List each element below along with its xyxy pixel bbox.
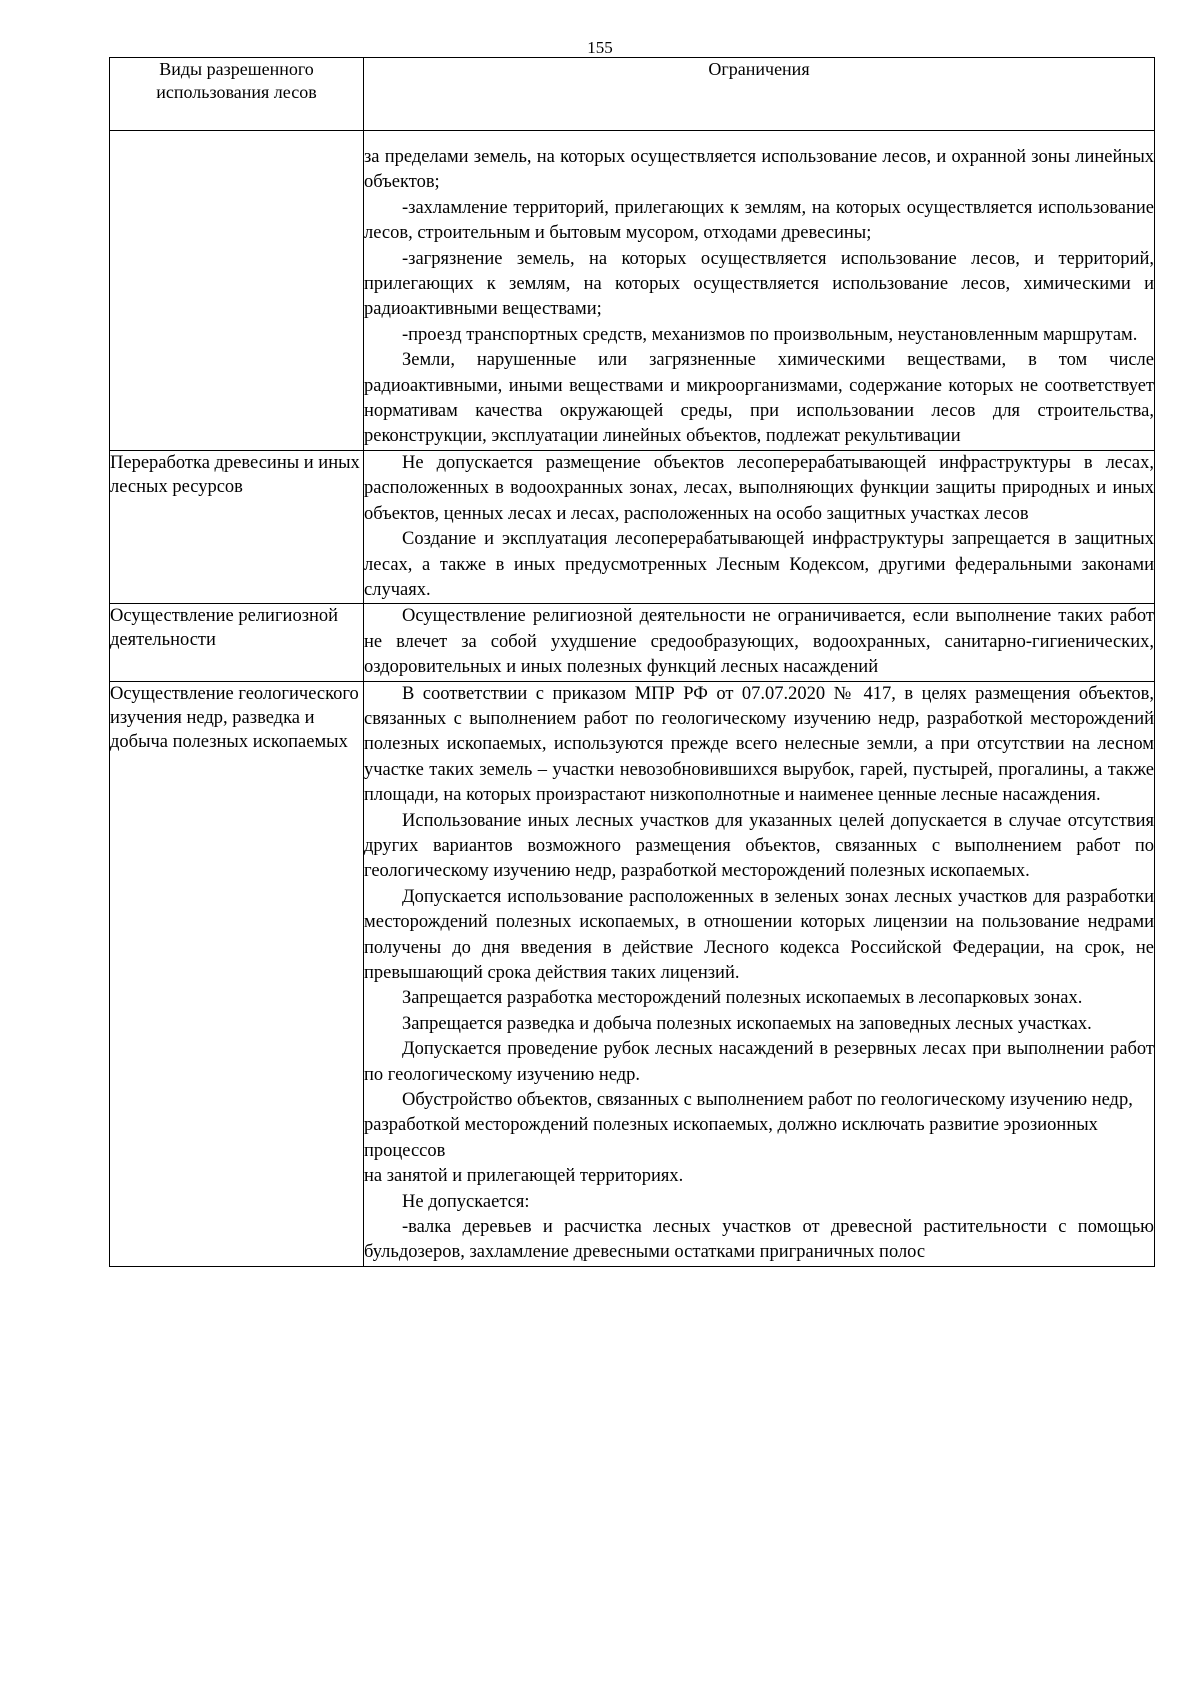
restriction-paragraph: Земли, нарушенные или загрязненные химическими веществами, в том числе радиоактивными, иными веществами и микроорганизмами, содержание которых не соответствует нормативам качества окружающей среды, при использовании лесов для строительства, реконструкции, эксплуатации линейных объектов, подлежат рекультивации	[364, 350, 1154, 447]
restriction-paragraph: -проезд транспортных средств, механизмов по произвольным, неустановленным маршрутам.	[402, 324, 1138, 345]
restriction-paragraph: Не допускается:	[402, 1191, 530, 1212]
restrictions-cell	[364, 131, 1155, 451]
page-number: 155	[587, 38, 613, 57]
restriction-paragraph: Создание и эксплуатация лесоперерабатывающей инфраструктуры запрещается в защитных лесах, а также в иных предусмотренных Лесным Кодексом, другими федеральными законами случаях.	[364, 529, 1154, 600]
restriction-paragraph: за пределами земель, на которых осуществляется использование лесов, и охранной зоны линейных объектов;	[364, 147, 1154, 193]
restriction-paragraph: В соответствии с приказом МПР РФ от 07.07.2020 № 417, в целях размещения объектов, связанных с выполнением работ по геологическому изучению недр, разработкой месторождений полезных ископаемых, используются прежде всего нелесные земли, а при отсутствии на лесном участке таких земель – участки невозобновившихся вырубок, гарей, пустырей, прогалины, а также площади, на которых произрастают низкополнотные и наименее ценные лесные насаждения.	[364, 683, 1154, 806]
restrictions-cell	[364, 604, 1155, 681]
table-row	[110, 450, 1155, 603]
table-header-row	[110, 58, 1155, 131]
restriction-paragraph: Не допускается размещение объектов лесоперерабатывающей инфраструктуры в лесах, расположенных в водоохранных зонах, лесах, выполняющих функции защиты природных и иных объектов, ценных лесах и лесах, расположенных на особо защитных участках лесов	[364, 452, 1154, 524]
restriction-paragraph: Осуществление религиозной деятельности не ограничивается, если выполнение таких работ не влечет за собой ухудшение средообразующих, водоохранных, санитарно-гигиенических, оздоровительных и иных полезных функций лесных насаждений	[364, 606, 1154, 678]
restriction-paragraph: Запрещается разведка и добыча полезных ископаемых на заповедных лесных участках.	[402, 1013, 1092, 1034]
restriction-paragraph: Допускается проведение рубок лесных насаждений в резервных лесах при выполнении работ по геологическому изучению недр.	[364, 1039, 1154, 1085]
restriction-paragraph: Запрещается разработка месторождений полезных ископаемых в лесопарковых зонах.	[402, 988, 1083, 1009]
restriction-paragraph: -валка деревьев и расчистка лесных участков от древесной растительности с помощью бульдозеров, захламление древесными остатками приграничных полос	[364, 1217, 1154, 1263]
header-forest-use-types: Виды разрешенного использования лесов	[110, 58, 364, 131]
activity-cell: Переработка древесины и иных лесных ресурсов	[110, 450, 364, 603]
table-row	[110, 604, 1155, 681]
table-row	[110, 131, 1155, 451]
restriction-paragraph: на занятой и прилегающей территориях.	[364, 1166, 684, 1187]
restriction-paragraph: Допускается использование расположенных в зеленых зонах лесных участков для разработки месторождений полезных ископаемых, в отношении которых лицензии на пользование недрами получены до дня введения в действие Лесного кодекса Российской Федерации, на срок, не превышающий срока действия таких лицензий.	[364, 886, 1154, 983]
restrictions-cell	[364, 681, 1155, 1266]
table-row	[110, 681, 1155, 1266]
restriction-paragraph: Использование иных лесных участков для указанных целей допускается в случае отсутствия других вариантов возможного размещения объектов, связанных с выполнением работ по геологическому изучению недр, разработкой месторождений полезных ископаемых.	[364, 810, 1154, 882]
restriction-paragraph: Обустройство объектов, связанных с выполнением работ по геологическому изучению недр, разработкой месторождений полезных ископаемых, должно исключать развитие эрозионных процессов	[364, 1090, 1133, 1161]
restrictions-table	[109, 57, 1155, 1267]
restriction-paragraph: -загрязнение земель, на которых осуществляется использование лесов, и территорий, прилегающих к землям, на которых осуществляется использование лесов, химическими и радиоактивными веществами;	[364, 248, 1154, 320]
activity-cell: Осуществление геологического изучения недр, разведка и добыча полезных ископаемых	[110, 681, 364, 1266]
restriction-paragraph: -захламление территорий, прилегающих к землям, на которых осуществляется использование лесов, строительным и бытовым мусором, отходами древесины;	[364, 197, 1154, 244]
restrictions-cell	[364, 450, 1155, 603]
activity-cell	[110, 131, 364, 451]
header-restrictions: Ограничения	[364, 58, 1155, 131]
activity-cell: Осуществление религиозной деятельности	[110, 604, 364, 681]
